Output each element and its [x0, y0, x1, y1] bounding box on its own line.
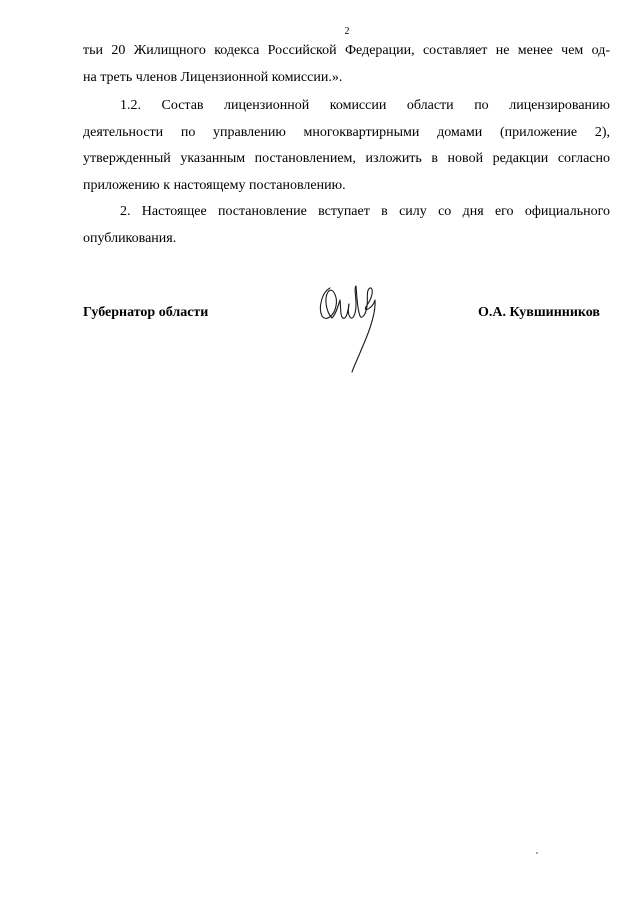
paragraph-3-line-1: 2. Настоящее постановление вступает в силу со дня его официального [120, 204, 610, 219]
position-title: Губернатор области [83, 305, 209, 320]
paragraph-2-line-2: деятельности по управлению многоквартирными домами (приложение 2), [83, 124, 610, 140]
scan-speck [536, 852, 538, 854]
page-number: 2 [344, 26, 350, 37]
document-body [83, 38, 610, 252]
handwritten-signature-icon [316, 278, 386, 378]
signature-block [83, 300, 600, 390]
paragraph-2-line-3: утвержденный указанным постановлением, изложить в новой редакции согласно [83, 151, 610, 166]
paragraph-2-line-1: 1.2. Состав лицензионной комиссии области по лицензированию [120, 98, 610, 113]
signer-name: О.А. Кувшинников [477, 305, 600, 320]
paragraph-1-line-2: на треть членов Лицензионной комиссии.». [83, 69, 343, 85]
paragraph-2-line-4: приложению к настоящему постановлению. [83, 177, 346, 193]
paragraph-3-line-2: опубликования. [83, 230, 177, 246]
paragraph-1-line-1: тьи 20 Жилищного кодекса Российской Федерации, составляет не менее чем од- [83, 43, 610, 58]
